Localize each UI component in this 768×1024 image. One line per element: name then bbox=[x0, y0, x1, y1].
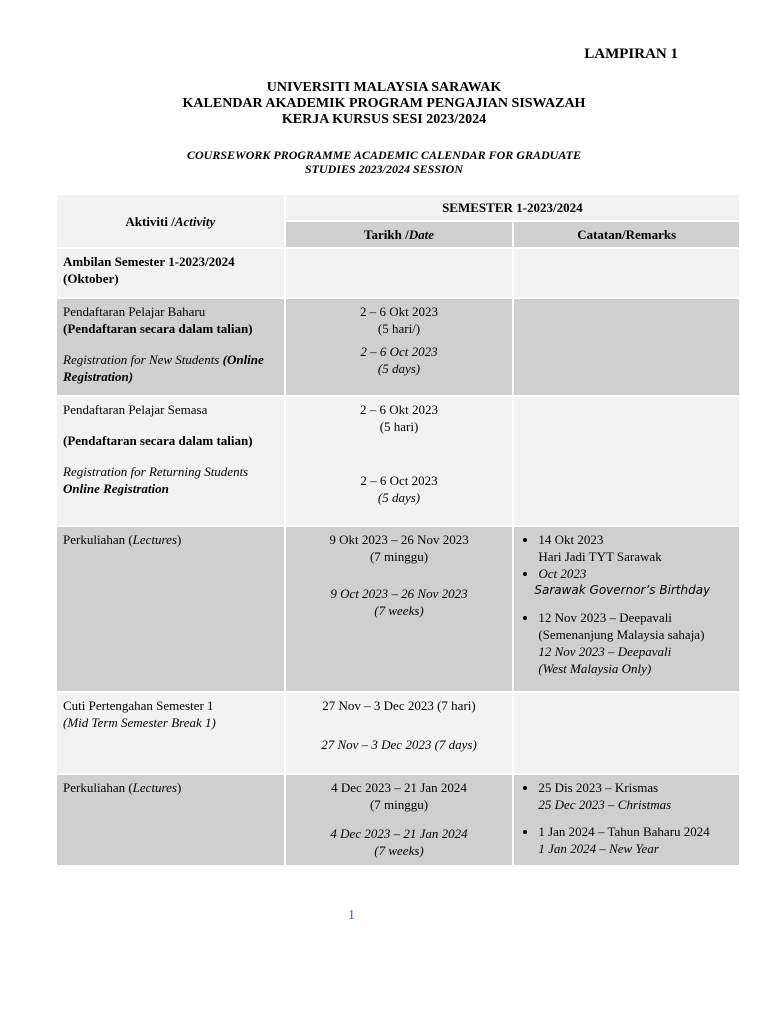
remarks-cell bbox=[514, 299, 739, 395]
list-item: • 1 Jan 2024 – Tahun Baharu 2024 1 Jan 2024 – New Year bbox=[538, 823, 733, 857]
date-cell: 9 Okt 2023 – 26 Nov 2023 (7 minggu) 9 Oct 2023 – 26 Nov 2023 (7 weeks) bbox=[286, 527, 513, 691]
subtitle-line: COURSEWORK PROGRAMME ACADEMIC CALENDAR FOR GRADUATE bbox=[187, 148, 581, 162]
document-subtitle bbox=[0, 148, 768, 176]
list-item: • 12 Nov 2023 – Deepavali (Semenanjung Malaysia sahaja) 12 Nov 2023 – Deepavali (West Malaysia Only) bbox=[538, 609, 733, 677]
semester-header: SEMESTER 1-2023/2024 bbox=[286, 195, 739, 220]
date-cell: 2 – 6 Okt 2023 (5 hari) 2 – 6 Oct 2023 (5 days) bbox=[286, 397, 513, 525]
date-cell: 27 Nov – 3 Dec 2023 (7 hari) 27 Nov – 3 Dec 2023 (7 days) bbox=[286, 693, 513, 773]
table-row bbox=[57, 693, 739, 773]
activity-cell: Perkuliahan (Lectures) bbox=[57, 527, 284, 691]
empty-cell bbox=[286, 249, 513, 297]
title-line: UNIVERSITI MALAYSIA SARAWAK bbox=[266, 80, 502, 95]
activity-cell: Cuti Pertengahan Semester 1 (Mid Term Semester Break 1) bbox=[57, 693, 284, 773]
table-row bbox=[57, 527, 739, 691]
document-title bbox=[0, 80, 768, 128]
attachment-label: LAMPIRAN 1 bbox=[584, 46, 678, 62]
table-row bbox=[57, 249, 739, 297]
list-item: • 25 Dis 2023 – Krismas 25 Dec 2023 – Christmas bbox=[538, 779, 733, 813]
empty-cell bbox=[514, 249, 739, 297]
activity-column-header: Aktiviti /Activity bbox=[57, 195, 284, 247]
activity-cell: Perkuliahan (Lectures) bbox=[57, 775, 284, 865]
title-line: KERJA KURSUS SESI 2023/2024 bbox=[281, 112, 487, 127]
academic-calendar-table bbox=[55, 193, 741, 867]
date-cell: 4 Dec 2023 – 21 Jan 2024 (7 minggu) 4 Dec 2023 – 21 Jan 2024 (7 weeks) bbox=[286, 775, 513, 865]
table-row bbox=[57, 397, 739, 525]
remarks-cell bbox=[514, 693, 739, 773]
remarks-cell bbox=[514, 397, 739, 525]
page-number: 1 bbox=[348, 908, 355, 923]
date-column-header: Tarikh /Date bbox=[286, 222, 513, 247]
list-item: • 14 Okt 2023 Hari Jadi TYT Sarawak bbox=[538, 531, 733, 565]
date-cell: 2 – 6 Okt 2023 (5 hari/) 2 – 6 Oct 2023 (5 days) bbox=[286, 299, 513, 395]
remarks-cell bbox=[514, 775, 739, 865]
activity-cell: Pendaftaran Pelajar Baharu (Pendaftaran secara dalam talian) Registration for New Students (Online Registration) bbox=[57, 299, 284, 395]
table-row bbox=[57, 299, 739, 395]
subtitle-line: STUDIES 2023/2024 SESSION bbox=[304, 162, 464, 176]
title-line: KALENDAR AKADEMIK PROGRAM PENGAJIAN SISWAZAH bbox=[182, 96, 586, 111]
intake-cell: Ambilan Semester 1-2023/2024 (Oktober) bbox=[57, 249, 284, 297]
remarks-cell bbox=[514, 527, 739, 691]
remarks-column-header: Catatan/Remarks bbox=[514, 222, 739, 247]
activity-cell: Pendaftaran Pelajar Semasa (Pendaftaran secara dalam talian) Registration for Returning Students Online Registration bbox=[57, 397, 284, 525]
table-row bbox=[57, 775, 739, 865]
list-item: • Oct 2023 Sarawak Governor’s Birthday bbox=[538, 565, 733, 599]
